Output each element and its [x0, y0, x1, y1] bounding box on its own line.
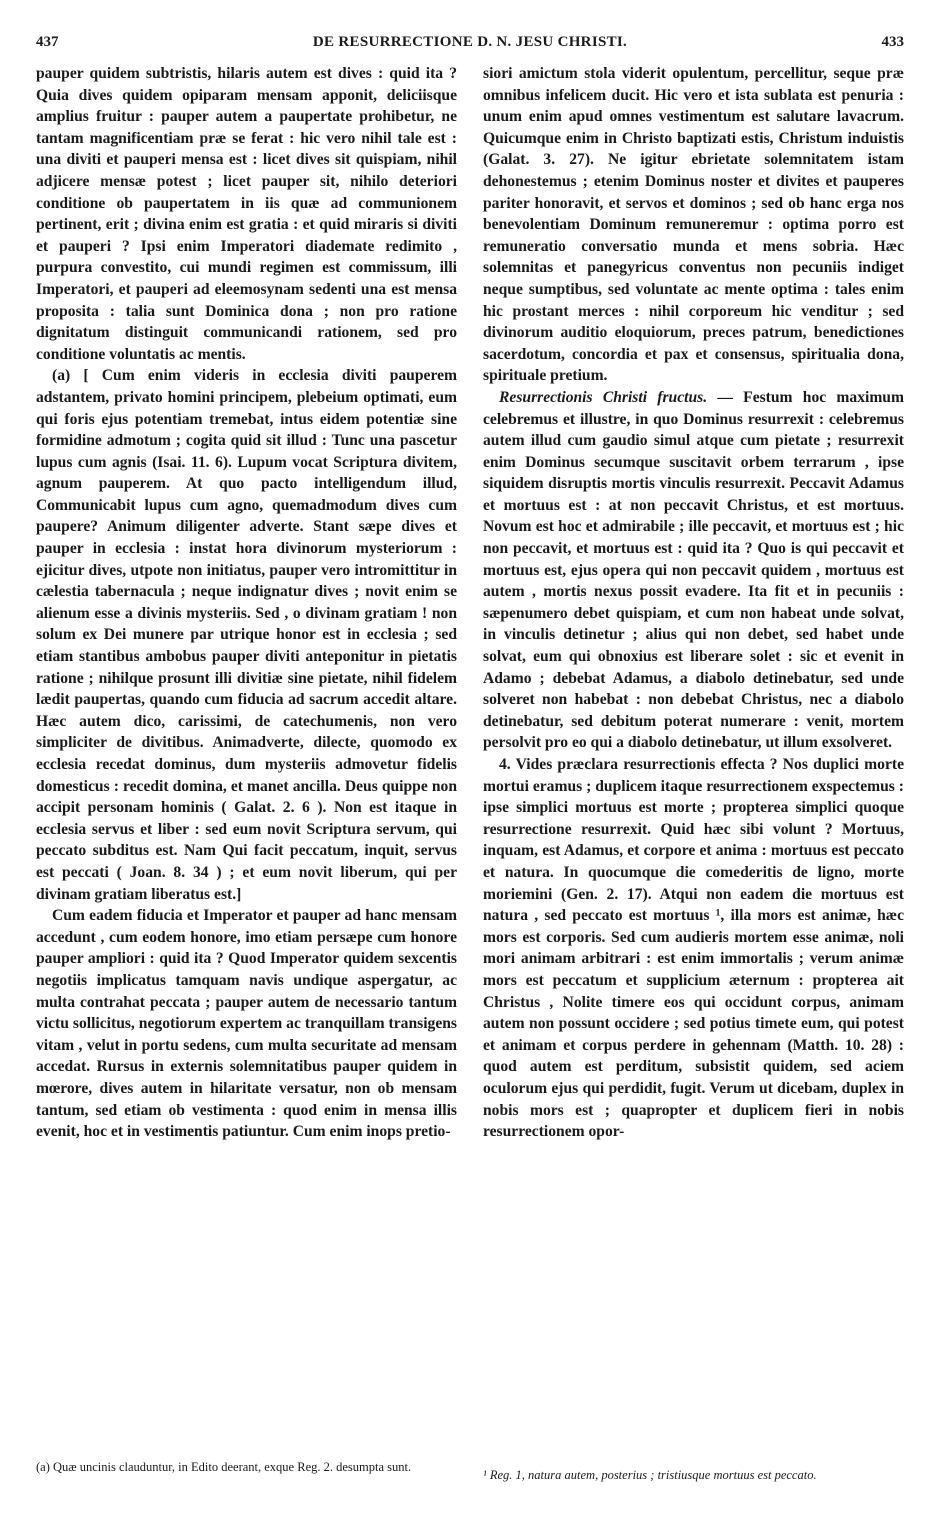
book-page: [36, 34, 904, 1514]
footnote-left: (a) Quæ uncinis clauduntur, in Edito deerant, exque Reg. 2. desumpta sunt.: [36, 1460, 412, 1474]
running-header: [36, 34, 904, 56]
page-number-right: 433: [881, 34, 904, 50]
left-column: [36, 63, 457, 1143]
footnote-right: ¹ Reg. 1, natura autem, posterius ; tristiusque mortuus est peccato.: [483, 1468, 817, 1482]
paragraph: siori amictum stola viderit opulentum, percellitur, seque præ omnibus infelicem ducit. Hic vero et ista sublata est penuria : unum enim apud omnes vestimentum est salutare lavacrum. Quicumque enim in Christo baptizati estis, Christum induistis (Galat. 3. 27). Ne igitur ebrietate solemnitatem istam dehonestemus ; etenim Dominus noster et divites et pauperes pariter honoravit, et servos et dominos ; sed ob hanc erga nos benevolentiam Dominum remuneremur : optima porro est remuneratio conversatio munda et mens sobria. Hæc solemnitas et panegyricus conventus non pecuniis indiget neque sumptibus, sed voluntate ac mente optima : tales enim hic prostant merces : nihil corporeum hic venditur ; sed divinorum auditio eloquiorum, preces patrum, benedictiones sacerdotum, concordia et pax et consensus, spiritualia dona, spirituale pretium.: [483, 65, 904, 385]
paragraph: 4. Vides præclara resurrectionis effecta ? Nos duplici morte mortui eramus ; duplicem itaque resurrectionem exspectemus : ipse simplici mortuus est morte ; propterea simplici quoque resurrectione resurrexit. Quid hæc sibi volunt ? Mortuus, inquam, est Adamus, et corpore et anima : mortuus est peccato et natura. In quocumque die comederitis de ligno, morte moriemini (Gen. 2. 17). Atqui non eadem die mortuus est natura , sed peccato est mortuus ¹, illa mors est animæ, hæc mors est corporis. Sed cum audieris mortem esse animæ, noli mori animam arbitrari : est enim immortalis ; verum animæ mors est peccatum et supplicium æternum : propterea ait Christus , Nolite timere eos qui occidunt corpus, animam autem non possunt occidere ; sed potius timete eum, qui potest et animam et corpus perdere in gehennam (Matth. 10. 28) : quod autem est perditum, subsistit quidem, sed aciem oculorum ejus qui perdidit, fugit. Verum ut dicebam, duplex in nobis mors est ; quapropter et duplicem fieri in nobis resurrectionem opor-: [483, 756, 904, 1141]
paragraph: [483, 387, 904, 754]
running-title: DE RESURRECTIONE D. N. JESU CHRISTI.: [312, 34, 628, 50]
paragraph-text: — Festum hoc maximum celebremus et illustre, in quo Dominus resurrexit : celebremus autem illud cum gaudio simul atque cum pietate ; resurrexit enim Dominus secumque suscitavit orbem terrarum , ipse siquidem disruptis mortis vinculis resurrexit. Peccavit Adamus et mortuus est : at non peccavit Christus, et est mortuus. Novum est hoc et admirabile ; ille peccavit, et mortuus est ; hic non peccavit, et mortuus est : quid ita ? Quo is qui peccavit et mortuus est, ejus opera qui non peccavit quidem , mortuus est autem , mortis nexus possit evadere. Ita fit et in pecuniis : sæpenumero debet quispiam, et cum non habeat unde solvat, in vinculis detinetur ; alius qui non debet, sed habet unde solvat, eum qui obnoxius est liberare solet : sic et evenit in Adamo ; debebat Adamus, a diabolo detinebatur, sed unde solveret non habebat : non debebat Christus, nec a diabolo detinebatur, sed debitum poterat numerare : venit, mortem persolvit pro eo qui a diabolo detinebatur, ut illum exsolveret.: [483, 388, 904, 752]
page-number-left: 437: [36, 34, 59, 50]
paragraph: pauper quidem subtristis, hilaris autem est dives : quid ita ? Quia dives quidem opiparam mensam apponit, deliciisque amplius fruitur : pauper autem a paupertate prohibetur, ne tantam magnificentiam præ se ferat : hic vero nihil tale est : una diviti et pauperi mensa est : licet dives sit quispiam, nihil adjicere mensæ potest ; licet pauper sit, nihilo deteriori conditione ob paupertatem in iis quæ ad communionem pertinent, erit ; divina enim est gratia : et quid miraris si diviti et pauperi ? Ipsi enim Imperatori diademate redimito , purpura convestito, cui mundi regimen est commissum, illi Imperatori, et pauperi ad eleemosynam sedenti una est mensa proposita : talia sunt Dominica dona ; non pro ratione dignitatum distinguit communicandi rationem, sed pro conditione voluntatis ac mentis.: [36, 65, 457, 363]
paragraph: (a) [ Cum enim videris in ecclesia diviti pauperem adstantem, privato homini principem, plebeium optimati, eum qui foris ejus potentiam tremebat, intus eidem potentiæ sine formidine admotum ; cogita quid sit illud : Tunc una pascetur lupus cum agnis (Isai. 11. 6). Lupum vocat Scriptura divitem, agnum pauperem. At quo pacto intelligendum illud, Communicabit lupus cum agno, quemadmodum dives cum paupere? Animum diligenter adverte. Stant sæpe dives et pauper in ecclesia : instat hora divinorum mysteriorum : ejicitur dives, utpote non initiatus, pauper vero intromittitur in cælestia tabernacula ; neque indignatur dives ; novit enim se alienum esse a divinis mysteriis. Sed , o divinam gratiam ! non solum ex Dei munere par utrique honor est in ecclesia ; sed etiam stantibus ambobus pauper diviti anteponitur in pietatis ratione ; nihilque prosunt illi divitiæ sine pietate, nihil fidelem lædit paupertas, quando cum fiducia ad sacrum accedit altare. Hæc autem dico, carissimi, de catechumenis, non vero simpliciter de divitibus. Animadverte, dilecte, quomodo ex ecclesia recedat dominus, dum mysteriis admovetur fidelis domesticus : recedit domina, et manet ancilla. Deus quippe non accipit personam hominis ( Galat. 2. 6 ). Non est itaque in ecclesia servus et liber : sed eum novit Scriptura servum, qui peccato subditus est. Nam Qui facit peccatum, inquit, servus est peccati ( Joan. 8. 34 ) ; et eum novit liberum, qui per divinam gratiam liberatus est.]: [36, 367, 457, 903]
right-column: [483, 63, 904, 1143]
paragraph: Cum eadem fiducia et Imperator et pauper ad hanc mensam accedunt , cum eodem honore, imo etiam persæpe cum honore pauper ampliori : quid ita ? Quod Imperator quidem sexcentis negotiis implicatus tamquam navis undique aspergatur, ac multa contrahat peccata ; pauper autem de necessario tantum victu sollicitus, negotiorum expertem ac tranquillam transigens vitam , velut in portu sedens, cum multa securitate ad mensam accedat. Rursus in externis solemnitatibus pauper quidem in mœrore, dives autem in hilaritate versatur, non ob mensam tantum, sed etiam ob vestimenta : quod enim in mensa illis evenit, hoc et in vestimentis patiuntur. Cum enim inops pretio-: [36, 907, 457, 1141]
section-heading: Resurrectionis Christi fructus.: [499, 388, 708, 406]
